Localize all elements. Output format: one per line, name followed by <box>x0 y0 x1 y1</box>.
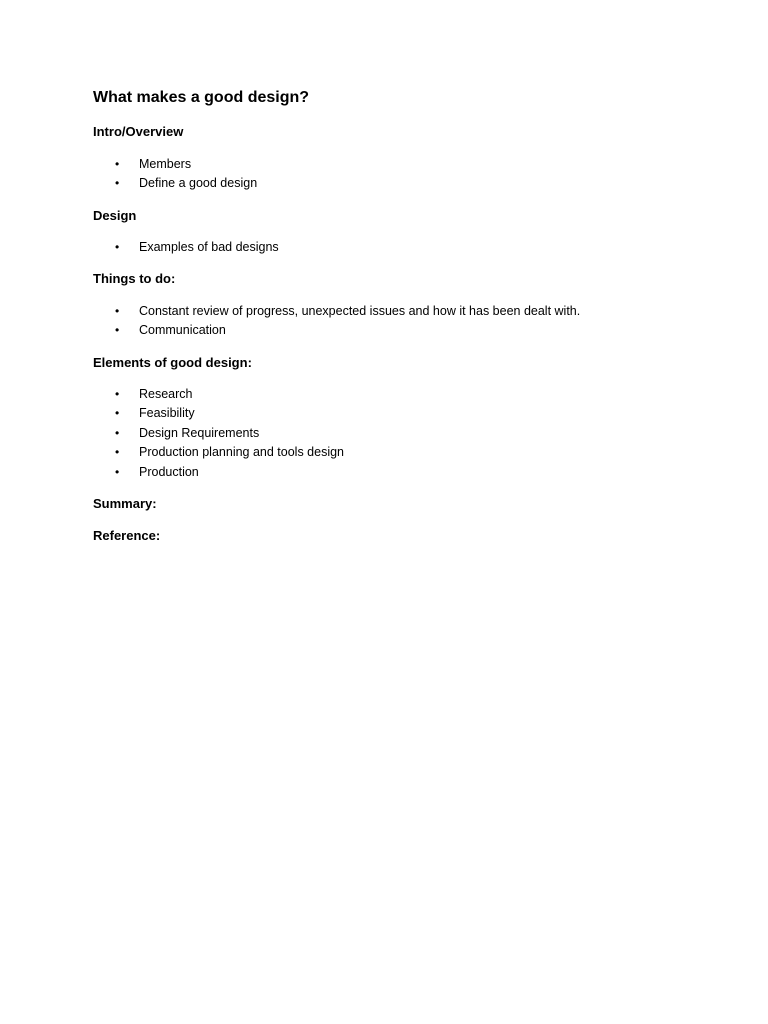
section-heading-intro-overview: Intro/Overview <box>93 124 184 139</box>
section-heading-elements-of-good-design: Elements of good design: <box>93 355 252 370</box>
bullet-icon: • <box>115 387 120 401</box>
list-item-text: Design Requirements <box>139 425 260 440</box>
bullet-icon: • <box>115 464 120 479</box>
bullet-icon: • <box>115 176 120 191</box>
list-item-text: Production planning and tools design <box>139 445 345 460</box>
bullet-icon: • <box>115 425 120 440</box>
list-item-text: Constant review of progress, unexpected issues and how it has been dealt with. <box>139 304 581 318</box>
section-heading-summary: Summary: <box>93 496 157 511</box>
list-item-text: Research <box>139 387 193 401</box>
list-item-text: Define a good design <box>139 176 258 191</box>
list-item-text: Members <box>139 157 192 171</box>
list-item-text: Feasibility <box>139 406 195 421</box>
bullet-icon: • <box>115 157 120 171</box>
bullet-icon: • <box>115 445 120 460</box>
list-item-text: Communication <box>139 323 226 338</box>
section-heading-design: Design <box>93 208 137 223</box>
document-title: What makes a good design? <box>93 89 310 106</box>
list-item-text: Production <box>139 464 199 479</box>
section-heading-things-to-do: Things to do: <box>93 271 176 286</box>
section-heading-reference: Reference: <box>93 528 161 543</box>
bullet-icon: • <box>115 406 120 421</box>
list-item-text: Examples of bad designs <box>139 240 279 254</box>
bullet-icon: • <box>115 323 120 338</box>
bullet-icon: • <box>115 240 120 254</box>
bullet-icon: • <box>115 304 120 318</box>
